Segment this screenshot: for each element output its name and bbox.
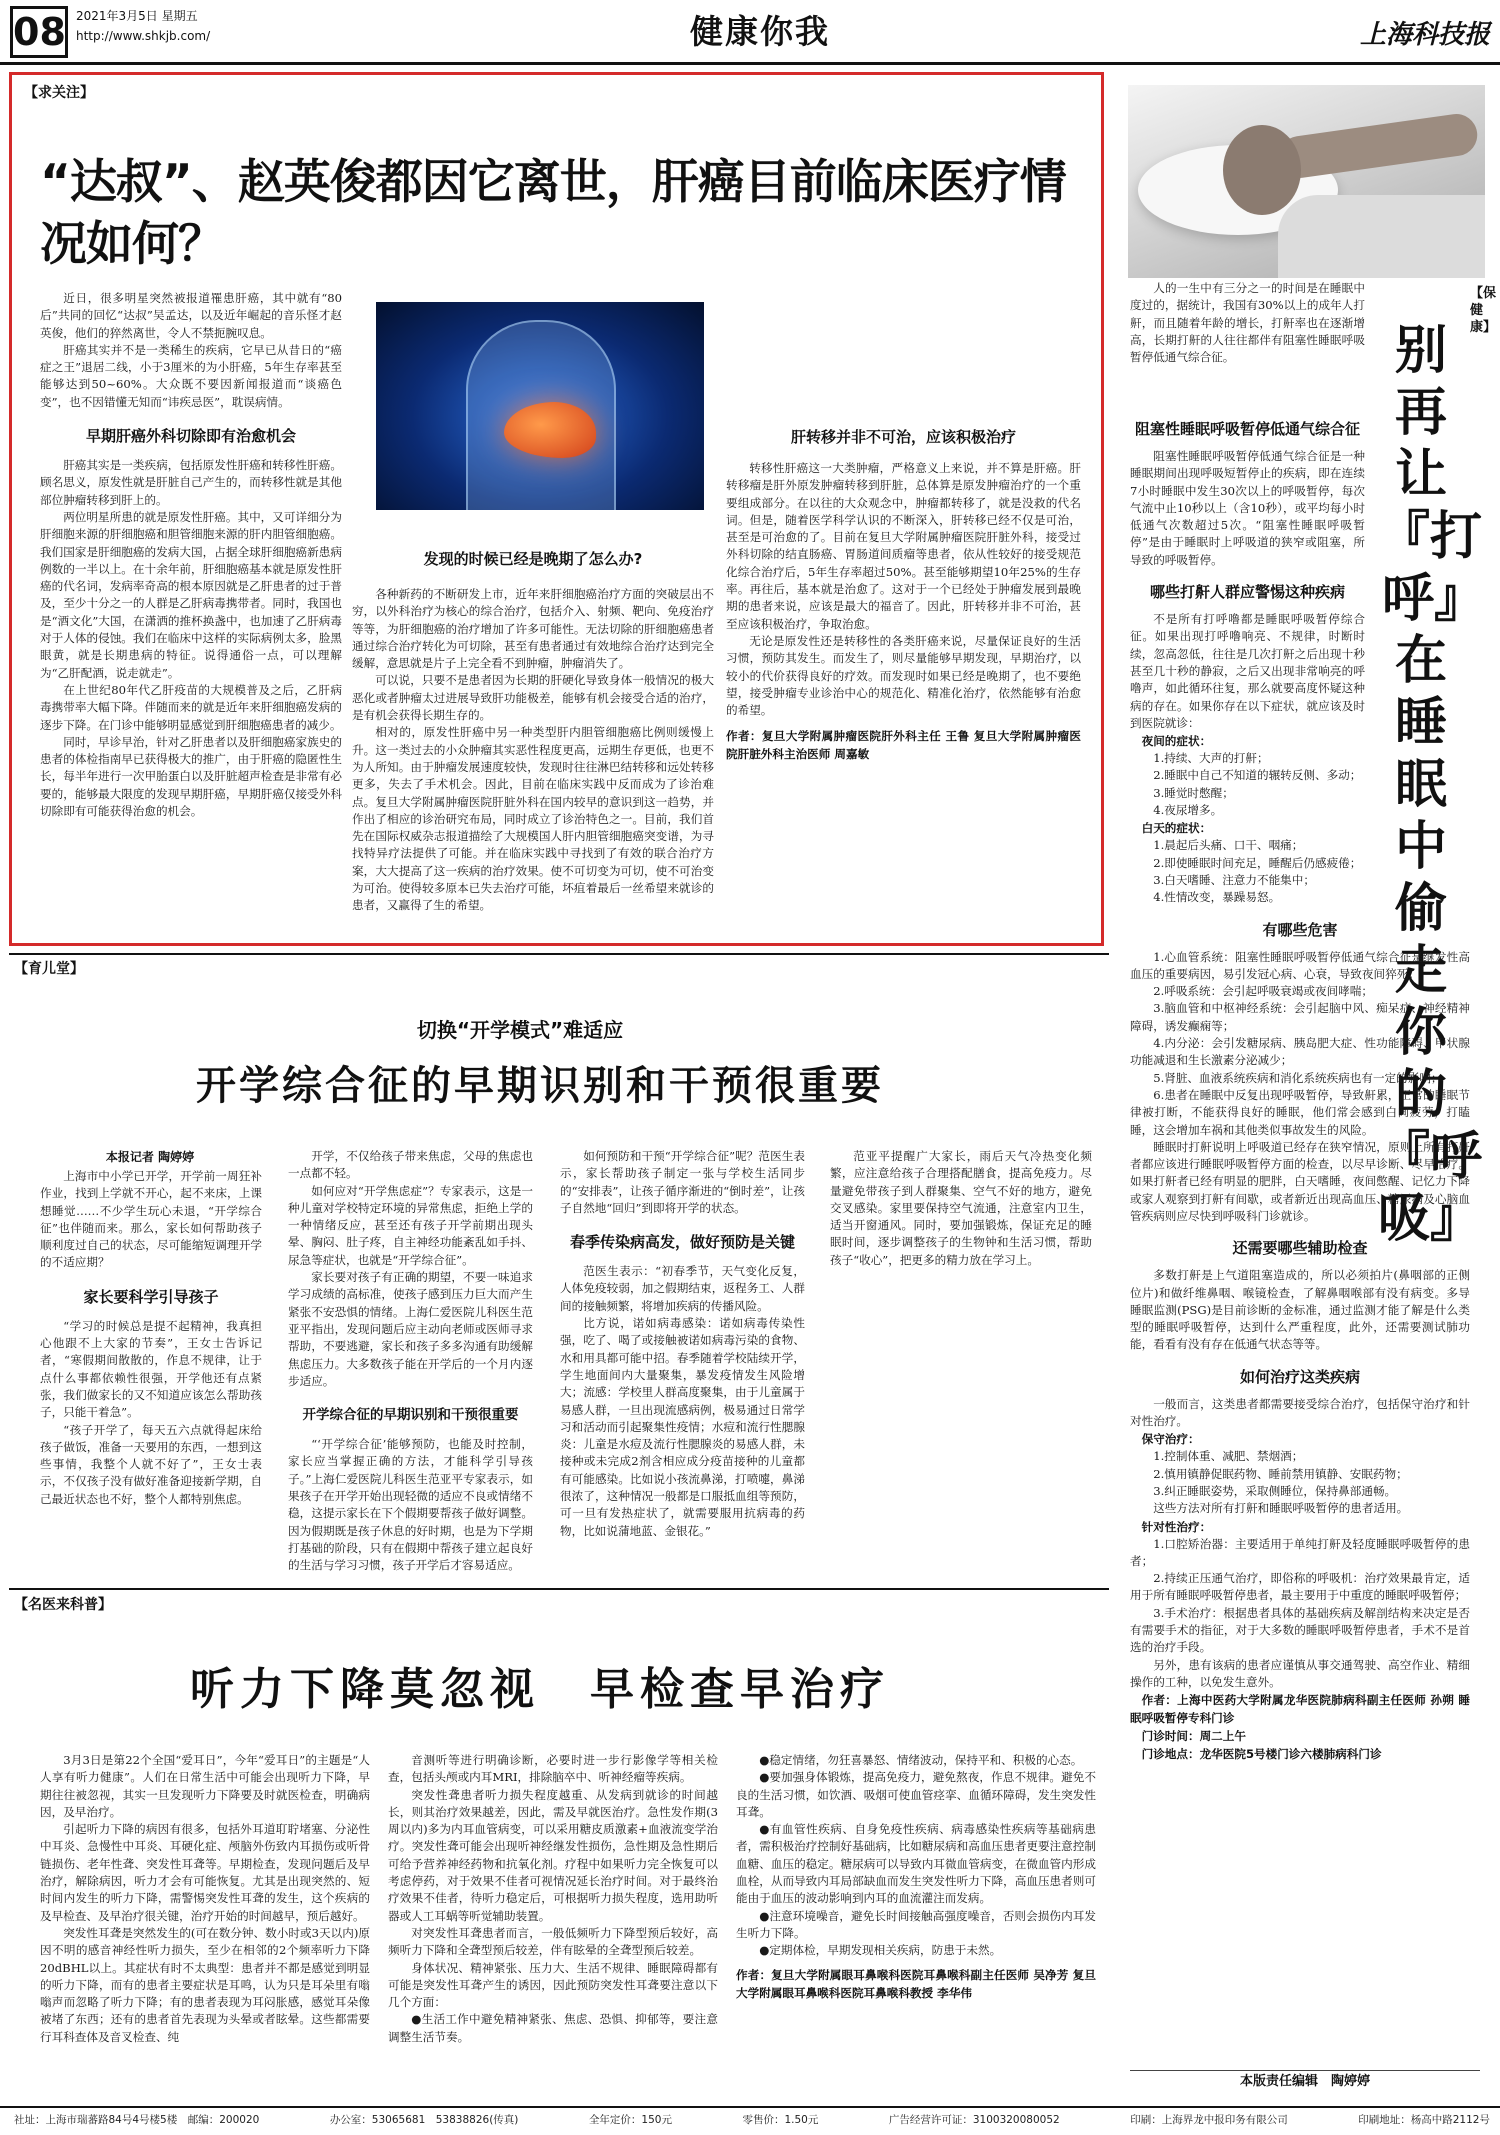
paragraph: “‘开学综合征’能够预防，也能及时控制，家长应当掌握正确的方法，才能科学引导孩子。”上海仁爱医院儿科医生范亚平专家表示，如果孩子在开学开始出现轻微的适应不良或情绪不稳，这提示家长在下个假期要帮孩子做好调整。因为假期既是孩子休息的好时期，也是为下学期打基础的阶段，只有在假期中帮孩子建立起良好的生活与学习习惯，孩子开学后才容易适应。 [288, 1437, 533, 1573]
paragraph: 无论是原发性还是转移性的各类肝癌来说，尽量保证良好的生活习惯，预防其发生。而发生了，则尽量能够早期发现，早期治疗，以较小的代价获得良好的疗效。而发现时如果已经是晚期了，也不要绝望，接受肿瘤专业诊治中心的规范化、精准化治疗，依然能够有治愈的希望。 [726, 633, 1081, 718]
clinic-time: 门诊时间：周二上午 [1141, 1729, 1246, 1744]
article3-column-1 [40, 1752, 370, 2046]
list-item: 1.心血管系统：阻塞性睡眠呼吸暂停低通气综合征是继发性高血压的重要病因，易引发冠心病、心衰，导致夜间猝死； [1130, 949, 1470, 981]
article1-subheading-2: 发现的时候已经是晚期了怎么办? [423, 550, 643, 568]
paragraph: 两位明星所患的就是原发性肝癌。其中，又可详细分为肝细胞来源的肝细胞癌和胆管细胞来源的肝内胆管细胞癌。我们国家是肝细胞癌的发病大国，占据全球肝细胞癌新患病例数的一半以上。在十余年前，肝细胞癌基本就是原发性肝癌的代名词，发病率奇高的根本原因就是乙肝患者的过于普及，至少十分之一的人群是乙肝病毒携带者。同时，我国也是“酒文化”大国，在潇洒的推杯换盏中，也加速了乙肝病毒对于人体的侵蚀。我们在临床中这样的实际病例太多，脸黑眼黄，就是长期患病的特征。说得通俗一点，可以理解为“乙肝配酒，说走就走”。 [40, 509, 342, 680]
list-item: 3.脑血管和中枢神经系统：会引起脑中风、痴呆症、神经精神障碍，诱发癫痫等； [1130, 1001, 1470, 1033]
footer-printer: 印刷：上海界龙中报印务有限公司 [1130, 2114, 1288, 2126]
sidebar-body [1130, 418, 1470, 1763]
paragraph: 突发性耳聋是突然发生的(可在数分钟、数小时或3天以内)原因不明的感音神经性听力损失，至少在相邻的2个频率听力下降20dBHL以上。其症状有时不太典型：患者并不都是感觉到明显的听力下降，而有的患者主要症状是耳鸣，认为只是耳朵里有嗡嗡声而忽略了听力下降；有的患者表现为耳闷胀感，感觉耳朵像被堵了东西；还有的患者首先表现为头晕或者眩晕。这些都需要行耳科查体及音叉检查、纯 [40, 1925, 370, 2044]
article3-tag: 【名医来科普】 [14, 1597, 112, 1613]
article1-tag: 【求关注】 [24, 85, 94, 101]
list-item: ●注意环境噪音，避免长时间接触高强度噪音，否则会损伤内耳发生听力下降。 [736, 1908, 1096, 1940]
paragraph: 音测听等进行明确诊断，必要时进一步行影像学等相关检查，包括头颅或内耳MRI，排除脑卒中、听神经瘤等疾病。 [388, 1753, 718, 1785]
section-divider [9, 953, 1109, 955]
paragraph: 比方说，诺如病毒感染：诺如病毒传染性强，吃了、喝了或接触被诺如病毒污染的食物、水和用具都可能中招。春季随着学校陆续开学，学生地面间内大量聚集，暴发疫情发生风险增大；流感：学校里人群高度聚集，由于儿童属于易感人群，一旦出现流感病例，极易通过日常学习和活动而引起聚集性疫情；水痘和流行性腮腺炎：儿童是水痘及流行性腮腺炎的易感人群，未接种或未完成2剂含相应成分疫苗接种的儿童都有可能感染。比如说小孩流鼻涕，打喷嚏，鼻涕很浓了，这种情况一般都是口服抵血组等预防，可一旦有发热症状了，就需要服用抗病毒的药物，比如说蒲地蓝、金银花。” [560, 1316, 805, 1538]
footer-print-address: 印刷地址：杨高中路2112号 [1358, 2114, 1490, 2126]
clinic-location: 门诊地点：龙华医院5号楼门诊六楼肺病科门诊 [1141, 1747, 1382, 1762]
paragraph: 对突发性耳聋患者而言，一般低频听力下降型预后较好，高频听力下降和全聋型预后较差，伴有眩晕的全聋型预后较差。 [388, 1925, 718, 1958]
list-item: 1.控制体重、减肥、禁烟酒； [1153, 1449, 1304, 1464]
sidebar-intro [1130, 280, 1365, 366]
paragraph: 范亚平提醒广大家长，雨后天气冷热变化频繁，应注意给孩子合理搭配膳食，提高免疫力。尽量避免带孩子到人群聚集、空气不好的地方，避免交叉感染。家里要保持空气流通，注意室内卫生，适当开窗通风。同时，要加强锻炼，保证充足的睡眠时间，逐步调整孩子的生物钟和生活习惯，帮助孩子“收心”，把更多的精力放在学习上。 [830, 1149, 1092, 1267]
page-number: 08 [10, 6, 68, 58]
sidebar-subheading-5: 如何治疗这类疾病 [1239, 1367, 1360, 1386]
list-item: 2.慎用镇静促眠药物、睡前禁用镇静、安眠药物； [1153, 1466, 1408, 1481]
arm [1276, 111, 1480, 180]
article3-column-3 [736, 1752, 1096, 2002]
paragraph: “孩子开学了，每天五六点就得起床给孩子做饭，准备一天要用的东西，一想到这些事情，我整个人就不好了”，王女士表示，不仅孩子没有做好准备迎接新学期，自己最近状态也不好，整个人都特别焦虑。 [40, 1422, 262, 1506]
section-title: 健康你我 [690, 12, 830, 51]
conservative-treatment-heading: 保守治疗： [1141, 1432, 1200, 1447]
article2-column-3 [560, 1148, 805, 1540]
footer-office-phone: 办公室：53065681 53838826(传真) [329, 2114, 519, 2126]
article2-kicker: 切换“开学模式”难适应 [416, 1018, 624, 1042]
article1-subheading-1: 早期肝癌外科切除即有治愈机会 [85, 427, 296, 446]
paragraph: 突发性聋患者听力损失程度越重、从发病到就诊的时间越长，则其治疗效果越差，因此，需及早就医治疗。急性发作期(3周以内)多为内耳血管病变，可以采用糖皮质激素+血液流变学治疗。突发性聋可能会出现听神经继发性损伤，急性期及急性期后可给予营养神经药物和抗氧化剂。疗程中如果听力完全恢复可以考虑停药，对于效果不佳者可视情况延长治疗时间。对于最终治疗效果不佳者，待听力稳定后，可根据听力损失程度，选用助听器或人工耳蜗等听觉辅助装置。 [388, 1787, 718, 1923]
list-item: 2.持续正压通气治疗，即俗称的呼吸机：治疗效果最肯定，适用于所有睡眠呼吸暂停患者，最主要用于中重度的睡眠呼吸暂停； [1130, 1571, 1470, 1603]
sidebar-subheading-4: 还需要哪些辅助检查 [1232, 1239, 1368, 1258]
article2-tag: 【育儿堂】 [14, 961, 84, 977]
sidebar-subheading-2: 哪些打鼾人群应警惕这种疾病 [1149, 583, 1345, 602]
liver-illustration [376, 302, 704, 510]
paragraph: 睡眠时打鼾说明上呼吸道已经存在狭窄情况，原则上所有打鼾者都应该进行睡眠呼吸暂停方面的检查，以尽早诊断、尽早治疗。如果打鼾者已经有明显的肥胖，白天嗜睡，夜间憋醒、记忆力下降或家人观察到打鼾有间歇，或者新近出现高血压、糖尿病及心脑血管疾病则应尽快到呼吸科门诊就诊。 [1130, 1139, 1470, 1223]
paragraph: “学习的时候总是提不起精神，我真担心他跟不上大家的节奏”，王女士告诉记者，“寒假期间散散的，作息不规律，让于点什么事都依赖性很强，开学他还有点紧张，我们做家长的又不知道应该怎么帮助孩子，只能干着急”。 [40, 1318, 262, 1420]
article1-column-3 [726, 290, 1081, 763]
article2-subheading-3: 春季传染病高发，做好预防是关键 [569, 1233, 795, 1252]
list-item: 2.呼吸系统：会引起呼吸衰竭或夜间哮喘； [1153, 984, 1373, 999]
sleeping-man [1223, 125, 1301, 215]
day-symptoms-heading: 白天的症状： [1141, 821, 1212, 836]
article3-author: 作者：复旦大学附属眼耳鼻喉科医院耳鼻喉科副主任医师 吴净芳 复旦大学附属眼耳鼻喉科医院耳鼻喉科教授 李华伟 [736, 1967, 1096, 2000]
list-item: 3.纠正睡眠姿势，采取侧睡位，保持鼻部通畅。 [1153, 1483, 1397, 1498]
paragraph: 肝癌其实并不是一类稀生的疾病，它早已从昔日的“癌症之王”退居二线，小于3厘米的为小肝癌，5年生存率甚至能够达到50~60%。大众既不要因新闻报道而“谈癌色变”，也不因错懂无知而“讳疾忌医”，耽误病情。 [40, 342, 342, 409]
article1-headline: “达叔”、赵英俊都因它离世，肝癌目前临床医疗情况如何？ [40, 155, 1066, 272]
list-item: ●有血管性疾病、自身免疫性疾病、病毒感染性疾病等基础病患者，需积极治疗控制好基础病，比如糖尿病和高血压患者更要注意控制血糖、血压的稳定。糖尿病可以导致内耳微血管病变，在微血管内形成血栓，从而导致内耳局部缺血而发生突发性听力下降，高血压患者则可能由于血压的波动影响到内耳的血流灌注而发病。 [736, 1822, 1096, 1906]
paragraph: 多数打鼾是上气道阻塞造成的，所以必须拍片(鼻咽部的正侧位片)和做纤维鼻咽、喉镜检查，了解鼻咽喉部有没有病变。多导睡眠监测(PSG)是目前诊断的金标准，通过监测才能了解是什么类型的睡眠呼吸暂停，达到什么严重程度，此外，还需要测试肺功能，看看有没有存在低通气状态等等。 [1130, 1268, 1470, 1352]
list-item: 6.患者在睡眠中反复出现呼吸暂停，导致鼾累，正常的睡眠节律被打断，不能获得良好的睡眠，他们常会感到白间疲劳，打瞌睡，这会增加车祸和其他类似事故发生的风险。 [1130, 1087, 1470, 1137]
article1-subheading-3: 肝转移并非不可治，应该积极治疗 [790, 428, 1016, 446]
footer-divider [0, 2106, 1500, 2108]
footer-address: 社址：上海市瑞蕃路84号4号楼5楼 邮编：200020 [14, 2114, 260, 2126]
list-item: 2.睡眠中自己不知道的辗转反侧、多动； [1153, 768, 1362, 783]
paragraph: 可以说，只要不是患者因为长期的肝硬化导致身体一般情况的极大恶化或者肿瘤太过进展导致肝功能极差，能够有机会接受合适的治疗，是有机会获得长期生存的。 [352, 673, 714, 723]
footer-ad-license: 广告经营许可证：3100320080052 [888, 2114, 1060, 2126]
paragraph: 不是所有打呼噜都是睡眠呼吸暂停综合征。如果出现打呼噜响亮、不规律，时断时续，忽高忽低，往往是几次打鼾之后出现十秒甚至几十秒的静寂，之后又出现非常响亮的呼噜声，如此循环往复，那么就要高度怀疑这种病的存在。如果你存在以下症状，就应该及时到医院就诊： [1130, 612, 1365, 730]
list-item: 1.持续、大声的打鼾； [1153, 751, 1269, 766]
page-editor: 本版责任编辑 陶婷婷 [1130, 2070, 1480, 2093]
article2-headline: 开学综合征的早期识别和干预很重要 [196, 1062, 884, 1109]
website-link[interactable]: http://www.shkjb.com/ [76, 29, 211, 43]
list-item: 4.性情改变，暴躁易怒。 [1153, 890, 1281, 905]
list-item: ●要加强身体锻炼，提高免疫力，避免熬夜，作息不规律。避免不良的生活习惯，如饮酒、吸烟可使血管痉挛、血循环障碍，发生突发性耳聋。 [736, 1770, 1096, 1819]
sidebar-tag: 【保健康】 [1470, 286, 1497, 335]
snoring-photo [1128, 85, 1485, 278]
footer-annual-price: 全年定价：150元 [588, 2114, 672, 2126]
paragraph: 阻塞性睡眠呼吸暂停低通气综合征是一种睡眠期间出现呼吸短暂停止的疾病，即在连续7小时睡眠中发生30次以上的呼吸暂停，每次气流中止10秒以上（含10秒），或平均每小时低通气次数超过5次。“阻塞性睡眠呼吸暂停”是由于睡眠时上呼吸道的狭窄或阻塞，所导致的呼吸暂停。 [1130, 449, 1365, 567]
paragraph: 上海市中小学已开学，开学前一周狂补作业，找到上学就不开心，起不来床，上课想睡觉……不少学生玩心未退，“开学综合征”也伴随而来。那么，家长如何帮助孩子顺利度过自己的状态，尽可能缩短调理开学的不适应期？ [40, 1169, 262, 1270]
paragraph: 开学，不仅给孩子带来焦虑，父母的焦虑也一点都不轻。 [288, 1149, 533, 1181]
paragraph: 同时，早诊早治，针对乙肝患者以及肝细胞癌家族史的患者的体检指南早已获得极大的推广，由于肝癌的隐匿性生长，每半年进行一次甲胎蛋白以及肝脏超声检查是非常有必要的，能够最大限度的发现早期肝癌，早期肝癌仅接受外科切除即有可能获得治愈的机会。 [40, 734, 342, 819]
sidebar-subheading-3: 有哪些危害 [1262, 920, 1338, 939]
masthead-divider [0, 62, 1500, 65]
paragraph: 3月3日是第22个全国“爱耳日”，今年“爱耳日”的主题是“人人享有听力健康”。人们在日常生活中可能会出现听力下降，早期往往被忽视，其实一旦发现听力下降要及时就医检查，明确病因，及早治疗。 [40, 1753, 370, 1819]
list-item: 3.睡觉时憋醒； [1153, 785, 1234, 800]
newspaper-logo: 上海科技报 [1359, 20, 1490, 50]
paragraph: 相对的，原发性肝癌中另一种类型肝内胆管细胞癌比例则缓慢上升。这一类过去的小众肿瘤其实恶性程度更高，远期生存更低，也更不为人所知。由于肿瘤发展速度较快，发现时往往淋巴结转移和远处转移更多，失去了手术机会。因此，目前在临床实践中反而成为了诊治难点。复旦大学附属肿瘤医院肝脏外科在国内较早的意识到这一趋势，并作出了相应的诊治研究布局，同时成立了诊治特色之一。目前，我们首先在国际权威杂志报道描绘了大规模国人肝内胆管细胞癌突变谱，为寻找特异疗法提供了可能。并在临床实践中寻找到了有效的联合治疗方案，大大提高了这一疾病的治疗效果。使不可切变为可切，使不可治变为可治。使得较多原本已失去治疗可能，坏疽着最后一丝希望来就诊的患者，又赢得了生的希望。 [352, 725, 714, 913]
paragraph: 如何应对“开学焦虑症”？专家表示，这是一种儿童对学校特定环境的异常焦虑，拒绝上学的一种情绪反应，甚至还有孩子开学前期出现头晕、胸闷、肚子疼，自主神经功能紊乱如手抖、尿急等症状，也就是“开学综合征”。 [288, 1183, 533, 1267]
paragraph: 引起听力下降的病因有很多，包括外耳道耵聍堵塞、分泌性中耳炎、急慢性中耳炎、耳硬化症、颅脑外伤致内耳损伤或听骨链损伤、老年性聋、突发性耳聋等。早期检查，发现问题后及早治疗，解除病因，听力才会有可能恢复。尤其是出现突然的、短时间内发生的听力下降，需警惕突发性耳聋的发生，这个疾病的及早检查、及早治疗很关键，治疗开始的时间越早，预后越好。 [40, 1822, 370, 1923]
article2-column-4 [830, 1148, 1092, 1269]
sidebar-author: 作者：上海中医药大学附属龙华医院肺病科副主任医师 孙朔 睡眠呼吸暂停专科门诊 [1130, 1693, 1470, 1726]
footer-issue-price: 零售价：1.50元 [742, 2114, 819, 2126]
list-item: 3.手术治疗：根据患者具体的基础疾病及解剖结构来决定是否有需要手术的指征，对于大多数的睡眠呼吸暂停患者，手术不是首选的治疗手段。 [1130, 1605, 1470, 1655]
article1-column-2 [352, 520, 714, 915]
list-item: 2.即使睡眠时间充足，睡醒后仍感疲倦； [1153, 855, 1362, 870]
paragraph: 转移性肝癌这一大类肿瘤，严格意义上来说，并不算是肝癌。肝转移瘤是肝外原发肿瘤转移到肝脏，总体算是原发肿瘤治疗的一个重要组成部分。在以往的大众观念中，肿瘤都转移了，就是没救的代名词。但是，随着医学科学认识的不断深入，肝转移已经不仅是可治，甚至是可治愈的了。目前在复旦大学附属肿瘤医院肝脏外科，接受过外科切除的结直肠癌、胃肠道间质瘤等患者，依从性较好的接受规范化综合治疗后，5年生存率超过50%。甚至能够期望10年25%的生存率。再往后，基本就是治愈了。这对于一个已经处于肿瘤发展到最晚期的患者来说，应该是最大的福音了。因此，肝转移并非不可治，甚至应该积极治疗，争取治愈。 [726, 461, 1081, 631]
article3-column-2 [388, 1752, 718, 2046]
paragraph: 家长要对孩子有正确的期望，不要一味追求学习成绩的高标准，使孩子感到压力巨大而产生紧张不安恐惧的情绪。上海仁爱医院儿科医生范亚平指出，发现问题后应主动向老师或医师寻求帮助，不要逃避，家长和孩子多多沟通有助缓解焦虑压力。大多数孩子能在开学后的一个月内逐步适应。 [288, 1270, 533, 1388]
list-item: ●定期体检，早期发现相关疾病，防患于未然。 [759, 1943, 1002, 1958]
list-item: ●稳定情绪，勿狂喜暴怒、情绪波动，保持平和、积极的心态。 [759, 1753, 1083, 1767]
article3-headline: 听力下降莫忽视 早检查早治疗 [190, 1664, 890, 1715]
article1-author: 作者：复旦大学附属肿瘤医院肝外科主任 王鲁 复旦大学附属肿瘤医院肝脏外科主治医师 周嘉敏 [726, 729, 1081, 762]
blanket [1278, 195, 1485, 278]
list-item: ●生活工作中避免精神紧张、焦虑、恐惧、抑郁等，要注意调整生活节奏。 [388, 2012, 718, 2044]
list-item: 1.晨起后头痛、口干、咽痛； [1153, 838, 1304, 853]
list-item: 这些方法对所有打鼾和睡眠呼吸暂停的患者适用。 [1153, 1501, 1409, 1516]
article1-column-1 [40, 290, 342, 820]
list-item: 1.口腔矫治器：主要适用于单纯打鼾及轻度睡眠呼吸暂停的患者； [1130, 1536, 1470, 1568]
paragraph: 人的一生中有三分之一的时间是在睡眠中度过的，据统计，我国有30%以上的成年人打鼾，而且随着年龄的增长，打鼾率也在逐渐增高，长期打鼾的人往往都伴有阻塞性睡眠呼吸暂停低通气综合征。 [1130, 281, 1365, 365]
sidebar-headline: 别再让『打呼』在睡眠中偷走你的『呼吸』 [1378, 321, 1483, 1249]
article2-subheading-2: 开学综合征的早期识别和干预很重要 [302, 1407, 519, 1424]
targeted-treatment-heading: 针对性治疗： [1141, 1519, 1212, 1534]
list-item: 4.内分泌：会引发糖尿病、胰岛肥大症、性功能障碍、甲状腺功能减退和生长激素分泌减少； [1130, 1036, 1470, 1068]
footer [14, 2111, 1490, 2129]
list-item: 另外，患有该病的患者应谨慎从事交通驾驶、高空作业、精细操作的工种，以免发生意外。 [1130, 1657, 1470, 1689]
paragraph: 身体状况、精神紧张、压力大、生活不规律、睡眠障碍都有可能是突发性耳聋产生的诱因，因此预防突发性耳聋要注意以下几个方面： [388, 1960, 718, 2010]
article2-column-2 [288, 1148, 533, 1575]
paragraph: 肝癌其实是一类疾病，包括原发性肝癌和转移性肝癌。顾名思义，原发性就是肝脏自己产生的，而转移性就是其他部位肿瘤转移到肝上的。 [40, 458, 342, 507]
paragraph: 范医生表示：“初春季节，天气变化反复，人体免疫较弱，加之假期结束，返程务工、人群间的接触频繁，将增加疾病的传播风险。 [560, 1264, 805, 1313]
article2-column-1 [40, 1168, 262, 1508]
issue-date: 2021年3月5日 星期五 [76, 9, 198, 23]
paragraph: 如何预防和干预“开学综合征”呢？范医生表示，家长帮助孩子制定一张与学校生活同步的“安排表”，让孩子循序渐进的“倒时差”，让孩子自然地“回归”到即将开学的状态。 [560, 1149, 805, 1215]
paragraph: 近日，很多明星突然被报道罹患肝癌，其中就有“80后”共同的回忆“达叔”吴孟达，以及近年崛起的音乐怪才赵英俊，他们的猝然离世，令人不禁扼腕叹息。 [40, 291, 342, 340]
paragraph: 在上世纪80年代乙肝疫苗的大规模普及之后，乙肝病毒携带率大幅下降。伴随而来的就是近年来肝细胞癌发病的逐步下降。在门诊中能够明显感觉到肝细胞癌患者的减少。 [40, 682, 342, 732]
article2-byline: 本报记者 陶婷婷 [105, 1150, 195, 1164]
list-item: 5.肾脏、血液系统疾病和消化系统疾病也有一定的影响； [1153, 1070, 1443, 1085]
article2-subheading-1: 家长要科学引导孩子 [83, 1287, 219, 1306]
night-symptoms-heading: 夜间的症状： [1141, 734, 1212, 749]
list-item: 3.白天嗜睡、注意力不能集中； [1153, 872, 1315, 887]
paragraph: 一般而言，这类患者都需要接受综合治疗，包括保守治疗和针对性治疗。 [1130, 1396, 1470, 1429]
section-divider [9, 1588, 1109, 1590]
sidebar-subheading-1: 阻塞性睡眠呼吸暂停低通气综合征 [1134, 420, 1360, 438]
paragraph: 各种新药的不断研发上市，近年来肝细胞癌治疗方面的突破层出不穷，以外科治疗为核心的综合治疗，包括介入、射频、靶向、免疫治疗等等，为肝细胞癌的治疗增加了许多可能性。无法切除的肝细胞癌患者通过综合治疗转化为可切除，甚至有患者通过有效地综合治疗达到完全缓解，意思就是片子上完全看不到肿瘤，肿瘤消失了。 [352, 587, 714, 671]
list-item: 4.夜尿增多。 [1153, 803, 1223, 818]
